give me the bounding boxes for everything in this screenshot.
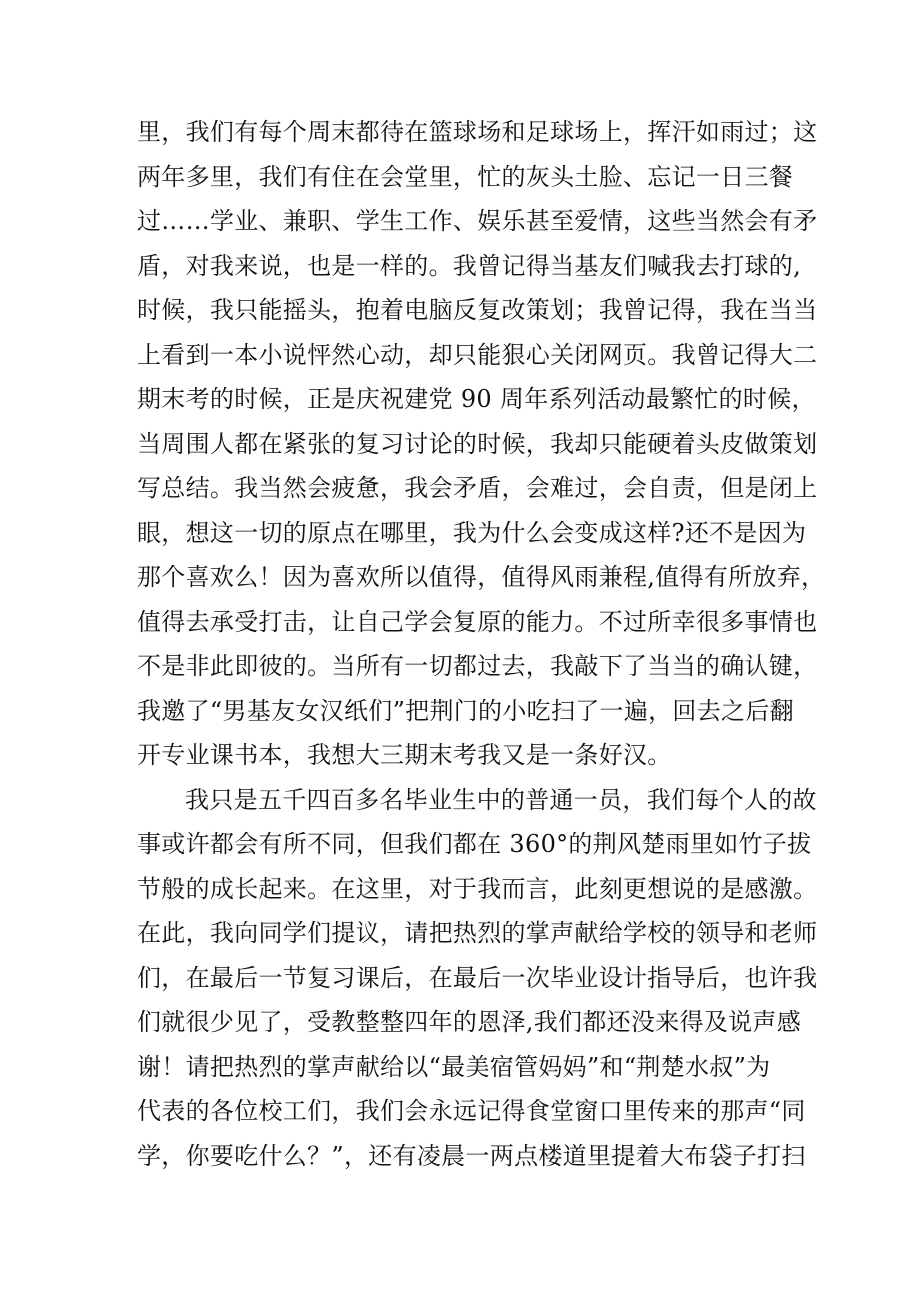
text-line: 开专业课书本，我想大三期末考我又是一条好汉。 bbox=[137, 741, 672, 769]
text-line: 事或许都会有所不同，但我们都在 360°的荆风楚雨里如竹子拔 bbox=[137, 830, 812, 858]
text-line: 期末考的时候，正是庆祝建党 90 周年系列活动最繁忙的时候， bbox=[137, 385, 816, 413]
text-line: 眼，想这一切的原点在哪里，我为什么会变成这样?还不是因为 bbox=[137, 518, 807, 547]
text-line: 写总结。我当然会疲惫，我会矛盾，会难过，会自责，但是闭上 bbox=[137, 474, 818, 502]
text-line: 两年多里，我们有住在会堂里，忙的灰头土脸、忘记一日三餐 bbox=[137, 162, 794, 191]
text-line: 我只是五千四百多名毕业生中的普通一员，我们每个人的故 bbox=[185, 785, 817, 814]
text-line: 在此，我向同学们提议，请把热烈的掌声献给学校的领导和老师 bbox=[137, 919, 818, 947]
text-line: 们，在最后一节复习课后，在最后一次毕业设计指导后，也许我 bbox=[137, 963, 818, 992]
text-line: 不是非此即彼的。当所有一切都过去，我敲下了当当的确认键， bbox=[137, 652, 818, 680]
text-line: 代表的各位校工们，我们会永远记得食堂窗口里传来的那声“同 bbox=[137, 1097, 806, 1125]
text-line: 那个喜欢么！因为喜欢所以值得，值得风雨兼程,值得有所放弃， bbox=[137, 563, 826, 591]
paragraph bbox=[137, 778, 818, 1179]
text-line: 时候，我只能摇头，抱着电脑反复改策划；我曾记得，我在当当 bbox=[137, 296, 818, 324]
text-line: 谢！请把热烈的掌声献给以“最美宿管妈妈”和“荆楚水叔”为 bbox=[137, 1052, 771, 1081]
document-body bbox=[137, 110, 826, 1178]
text-line: 节般的成长起来。在这里，对于我而言，此刻更想说的是感激。 bbox=[137, 874, 818, 903]
text-line: 上看到一本小说怦然心动，却只能狠心关闭网页。我曾记得大二 bbox=[137, 340, 818, 369]
text-line: 盾，对我来说，也是一样的。我曾记得当基友们喊我去打球的, bbox=[137, 251, 802, 280]
text-line: 过……学业、兼职、学生工作、娱乐甚至爱情，这些当然会有矛 bbox=[137, 207, 818, 235]
paragraph bbox=[137, 110, 826, 778]
text-line: 们就很少见了，受教整整四年的恩泽,我们都还没来得及说声感 bbox=[137, 1008, 802, 1036]
text-line: 我邀了“男基友女汉纸们”把荆门的小吃扫了一遍，回去之后翻 bbox=[137, 696, 794, 725]
text-line: 里，我们有每个周末都待在篮球场和足球场上，挥汗如雨过；这 bbox=[137, 118, 818, 146]
text-line: 学，你要吃什么？”，还有凌晨一两点楼道里提着大布袋子打扫 bbox=[137, 1141, 806, 1170]
text-line: 当周围人都在紧张的复习讨论的时候，我却只能硬着头皮做策划 bbox=[137, 429, 818, 458]
text-line: 值得去承受打击，让自己学会复原的能力。不过所幸很多事情也 bbox=[137, 607, 818, 636]
